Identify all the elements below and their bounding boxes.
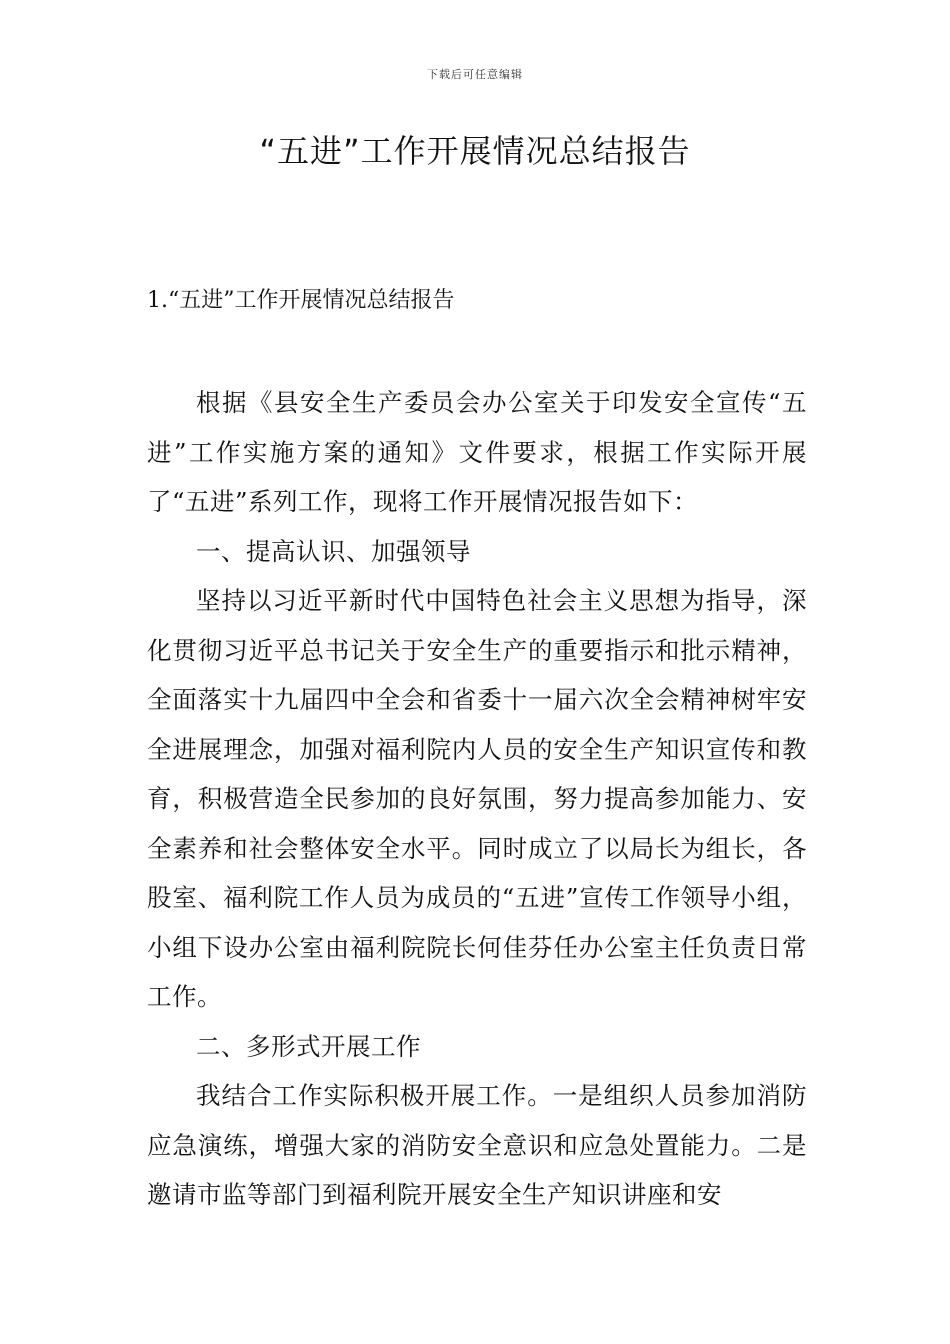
document-body	[147, 378, 807, 1220]
paragraph-intro: 根据《县安全生产委员会办公室关于印发安全宣传“五进”工作实施方案的通知》文件要求，根据工作实际开展了“五进”系列工作，现将工作开展情况报告如下：	[147, 388, 807, 516]
subheading-work-forms: 二、多形式开展工作	[196, 1031, 421, 1061]
paragraph-work-forms: 我结合工作实际积极开展工作。一是组织人员参加消防应急演练，增强大家的消防安全意识和应急处置能力。二是邀请市监等部门到福利院开展安全生产知识讲座和安	[147, 1081, 807, 1209]
subheading-leadership: 一、提高认识、加强领导	[196, 536, 471, 566]
download-note: 下载后可任意编辑	[427, 68, 523, 81]
paragraph-leadership: 坚持以习近平新时代中国特色社会主义思想为指导，深化贯彻习近平总书记关于安全生产的重要指示和批示精神，全面落实十九届四中全会和省委十一届六次全会精神树牢安全进展理念，加强对福利院内人员的安全生产知识宣传和教育，积极营造全民参加的良好氛围，努力提高参加能力、安全素养和社会整体安全水平。同时成立了以局长为组长，各股室、福利院工作人员为成员的“五进”宣传工作领导小组，小组下设办公室由福利院院长何佳芬任办公室主任负责日常工作。	[147, 586, 807, 1011]
document-title: “五进”工作开展情况总结报告	[259, 132, 691, 170]
section-heading: 1.“五进”工作开展情况总结报告	[147, 288, 455, 313]
